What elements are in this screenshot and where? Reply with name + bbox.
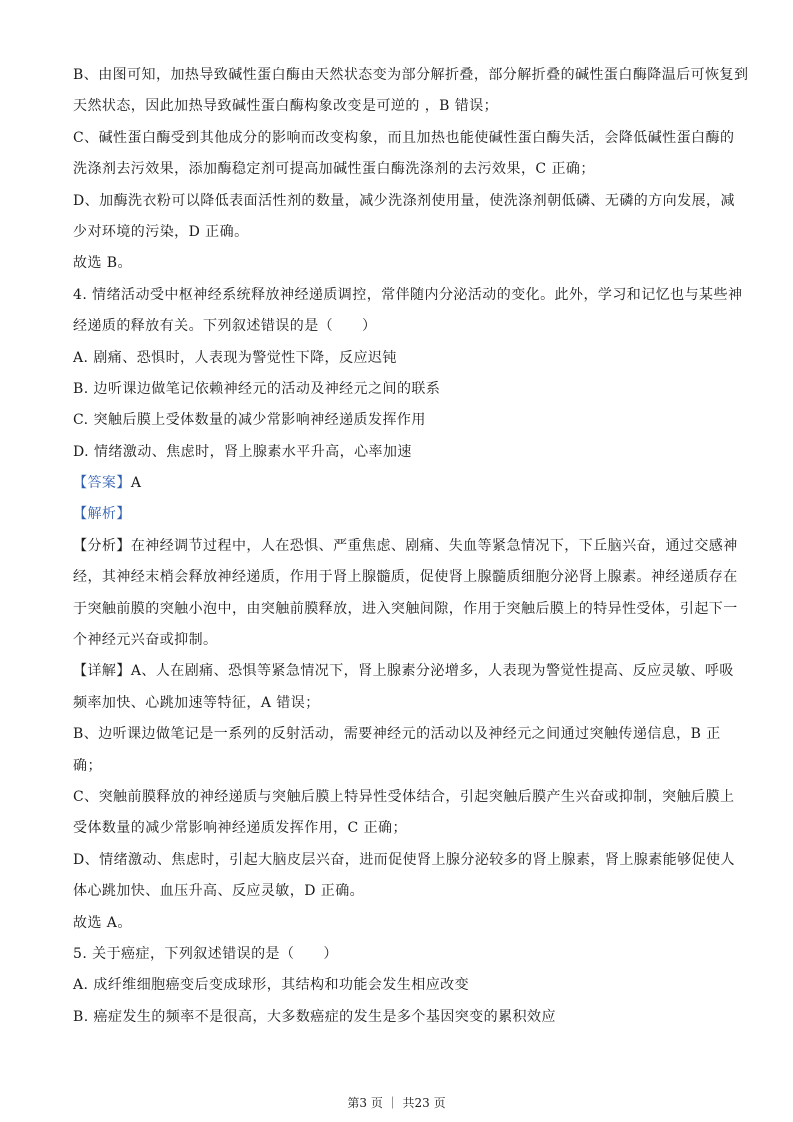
- q4-stem-cont: 经递质的释放有关。下列叙述错误的是（ ）: [73, 318, 377, 335]
- fenxi-tag: 【分析】: [73, 537, 131, 554]
- q4-option-d: D. 情绪激动、焦虑时，肾上腺素水平升高，心率加速: [73, 443, 412, 460]
- q4-fenxi-cont-3: 个神经元兴奋或抑制。: [73, 632, 218, 649]
- q3-option-d-explanation: D、加酶洗衣粉可以降低表面活性剂的数量，减少洗涤剂使用量，使洗涤剂朝低磷、无磷的方向发展，减: [73, 192, 735, 209]
- page-footer: 第3 页 ｜ 共23 页: [347, 1096, 446, 1110]
- analysis-tag: 【解析】: [73, 506, 131, 523]
- q4-option-b: B. 边听课边做笔记依赖神经元的活动及神经元之间的联系: [73, 380, 441, 397]
- q4-xiangjie-b: B、边听课边做笔记是一系列的反射活动，需要神经元的活动以及神经元之间通过突触传递信息，B 正: [73, 726, 721, 743]
- q5-option-a: A. 成纤维细胞癌变后变成球形，其结构和功能会发生相应改变: [73, 977, 470, 994]
- q5-stem: 5. 关于癌症，下列叙述错误的是（ ）: [73, 945, 338, 962]
- q3-conclusion: 故选 B。: [73, 255, 132, 272]
- q3-option-b-explanation: B、由图可知，加热导致碱性蛋白酶由天然状态变为部分解折叠，部分解折叠的碱性蛋白酶降温后可恢复到: [73, 67, 749, 83]
- answer-value: A: [130, 475, 142, 492]
- answer-tag: 【答案】: [73, 475, 131, 492]
- q4-stem: 4. 情绪活动受中枢神经系统释放神经递质调控，常伴随内分泌活动的变化。此外，学习和记忆也与某些神: [73, 286, 743, 303]
- q5-option-b: B. 癌症发生的频率不是很高，大多数癌症的发生是多个基因突变的累积效应: [73, 1008, 556, 1025]
- q4-option-a: A. 剧痛、恐惧时，人表现为警觉性下降，反应迟钝: [73, 349, 397, 366]
- q4-answer: [73, 468, 721, 499]
- q4-fenxi-cont-2: 于突触前膜的突触小泡中，由突触前膜释放，进入突触间隙，作用于突触后膜上的特异性受体，引起下一: [73, 600, 738, 617]
- q4-analysis-heading: [73, 499, 721, 530]
- xiangjie-a-text: A、人在剧痛、恐惧等紧急情况下，肾上腺素分泌增多，人表现为警觉性提高、反应灵敏、呼吸: [130, 663, 734, 680]
- q4-xiangjie-c: C、突触前膜释放的神经递质与突触后膜上特异性受体结合，引起突触后膜产生兴奋或抑制，突触后膜上: [73, 788, 735, 805]
- q4-xiangjie-c-cont: 受体数量的减少常影响神经递质发挥作用，C 正确；: [73, 820, 407, 837]
- q3-option-c-explanation-cont: 洗涤剂去污效果，添加酶稳定剂可提高加碱性蛋白酶洗涤剂的去污效果，C 正确；: [73, 161, 595, 178]
- q4-xiangjie-a: [73, 656, 734, 687]
- q4-fenxi: [73, 531, 738, 562]
- q3-option-d-explanation-cont: 少对环境的污染，D 正确。: [73, 223, 249, 240]
- fenxi-text: 在神经调节过程中，人在恐惧、严重焦虑、剧痛、失血等紧急情况下，下丘脑兴奋，通过交感神: [130, 537, 738, 554]
- q4-conclusion: 故选 A。: [73, 914, 132, 931]
- q4-xiangjie-a-cont: 频率加快、心跳加速等特征，A 错误；: [73, 694, 320, 711]
- xiangjie-tag: 【详解】: [73, 663, 131, 680]
- page-content: [73, 60, 749, 1033]
- q4-fenxi-cont-1: 经，其神经末梢会释放神经递质，作用于肾上腺髓质，促使肾上腺髓质细胞分泌肾上腺素。神经递质存在: [73, 569, 738, 586]
- q3-option-c-explanation: C、碱性蛋白酶受到其他成分的影响而改变构象，而且加热也能使碱性蛋白酶失活，会降低碱性蛋白酶的: [73, 129, 735, 146]
- q4-option-c: C. 突触后膜上受体数量的减少常影响神经递质发挥作用: [73, 412, 426, 429]
- q4-xiangjie-b-cont: 确；: [73, 757, 102, 774]
- q4-xiangjie-d: D、情绪激动、焦虑时，引起大脑皮层兴奋，进而促使肾上腺分泌较多的肾上腺素，肾上腺素能够促使人: [73, 851, 735, 868]
- q4-xiangjie-d-cont: 体心跳加快、血压升高、反应灵敏，D 正确。: [73, 883, 365, 900]
- q3-option-b-explanation-cont: 天然状态，因此加热导致碱性蛋白酶构象改变是可逆的 ，B 错误；: [73, 98, 499, 115]
